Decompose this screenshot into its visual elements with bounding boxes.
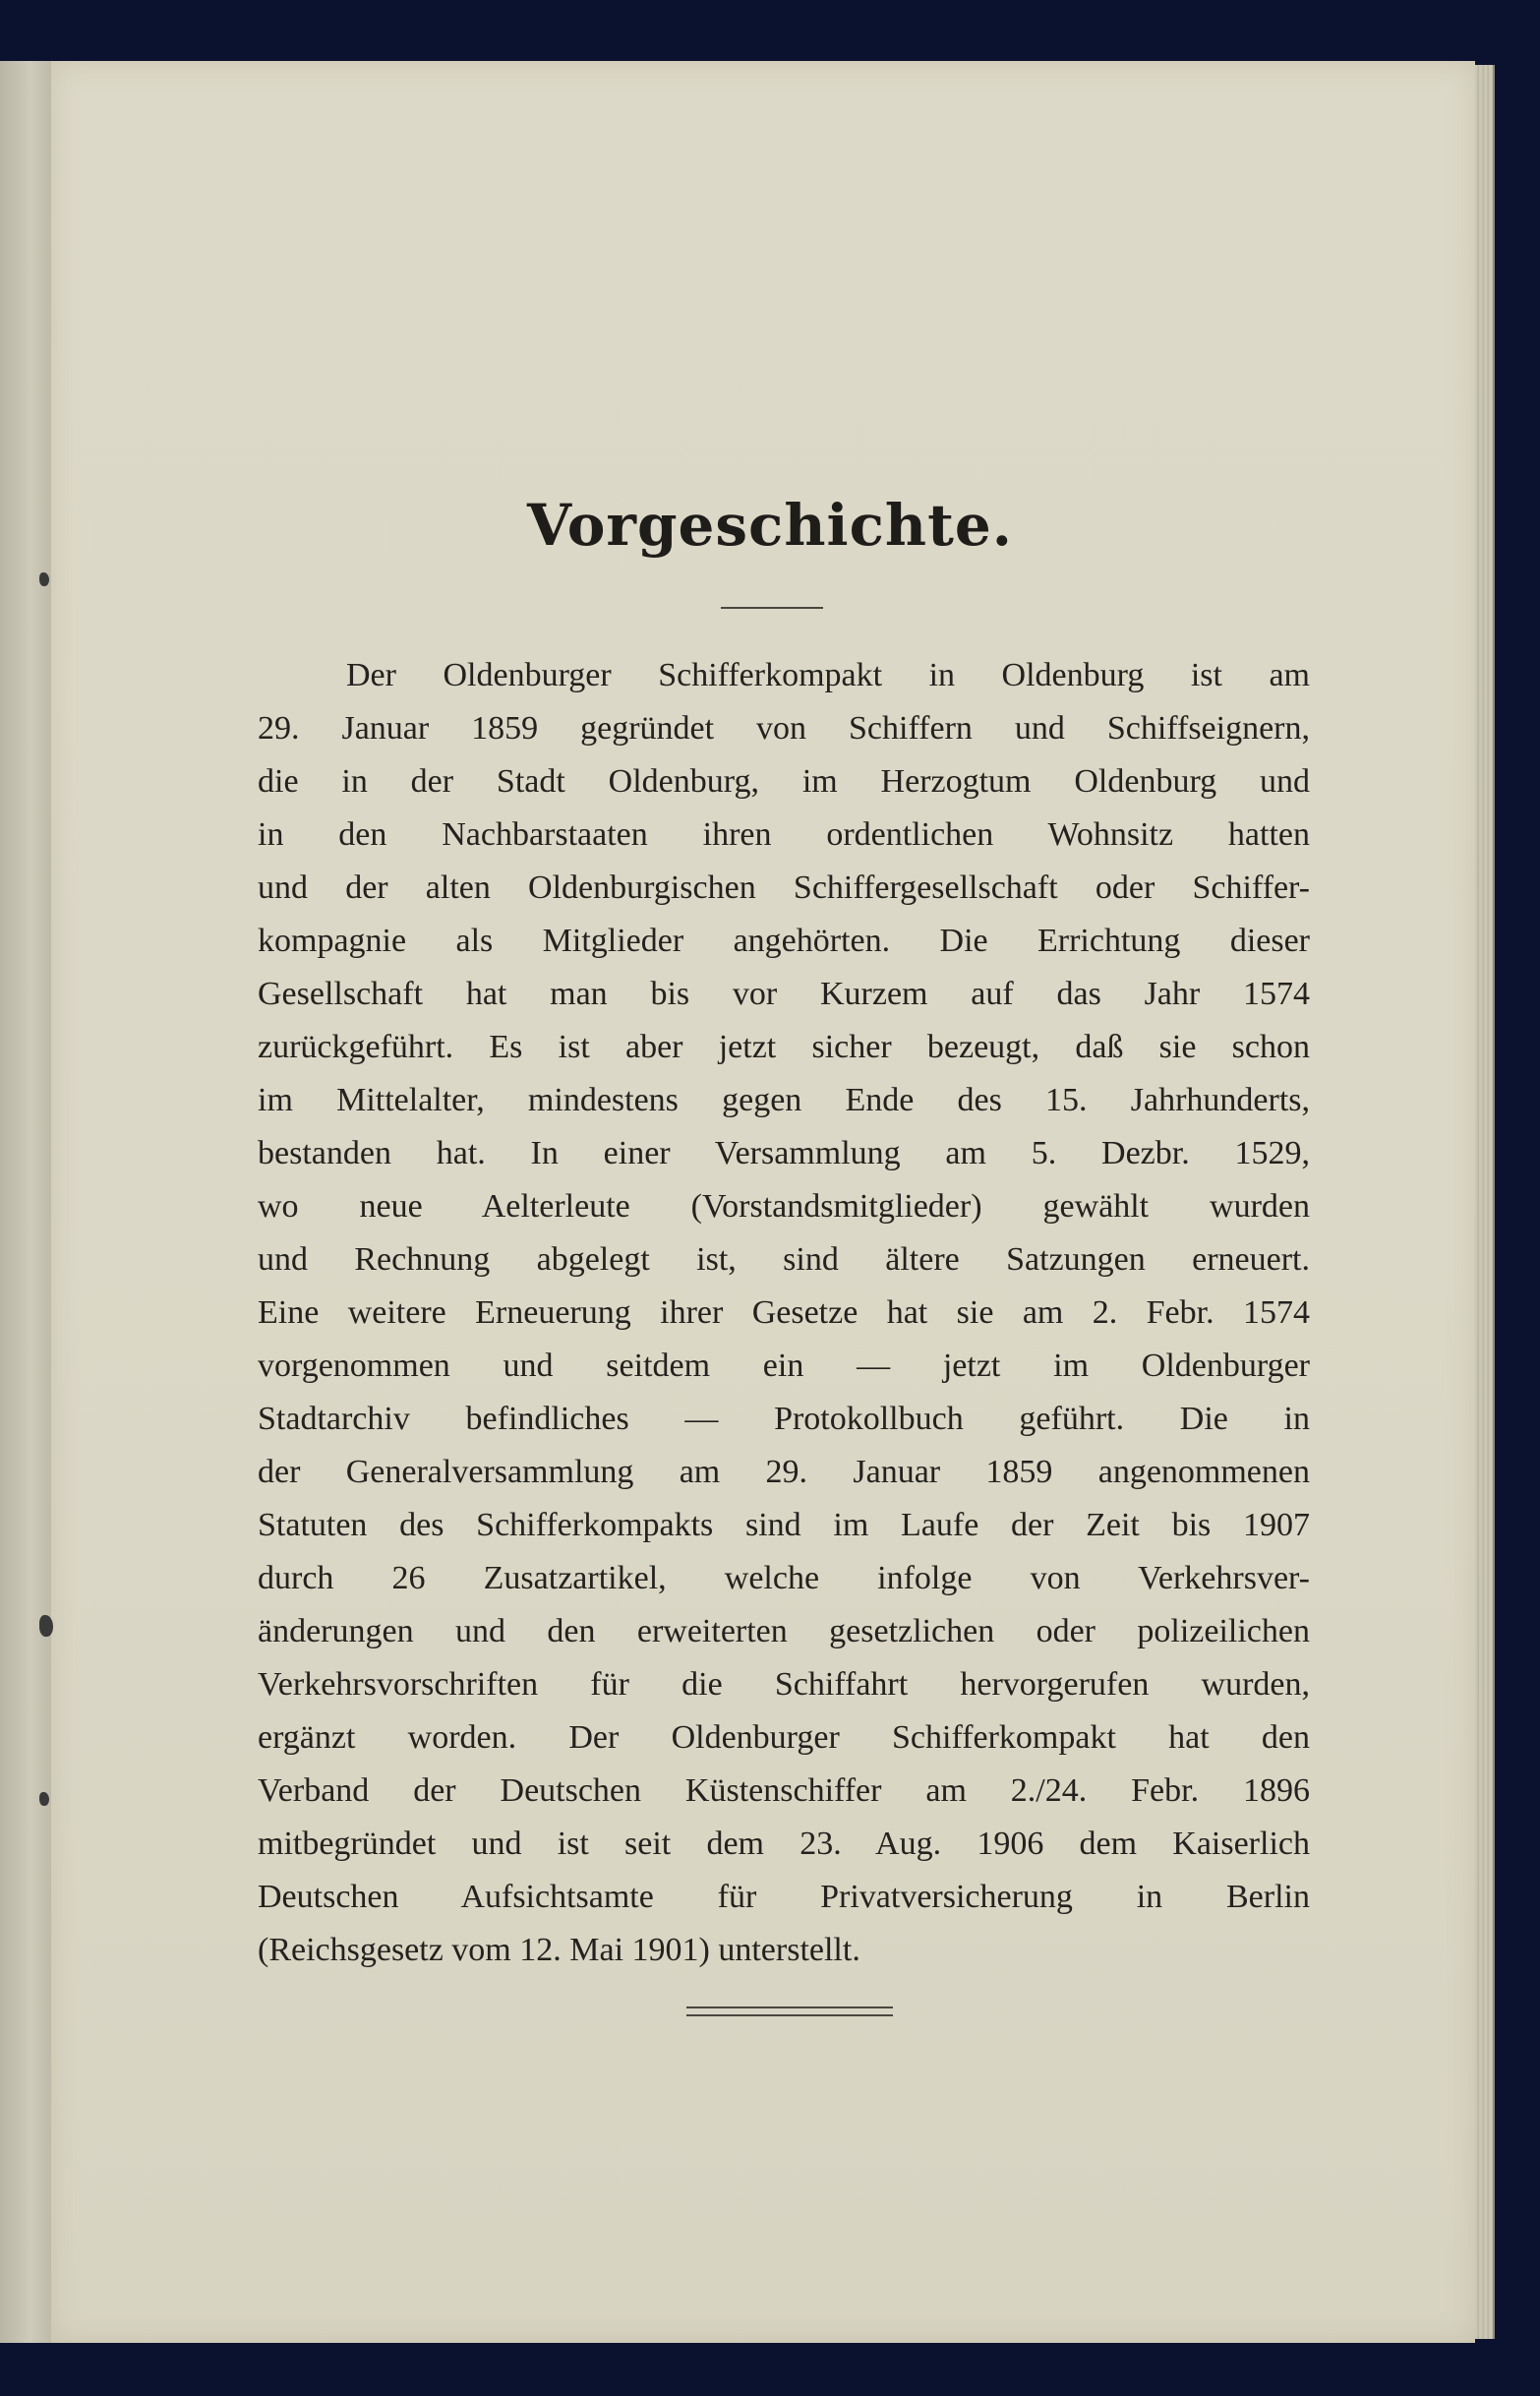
text-line: Statuten des Schifferkompakts sind im Laufe der Zeit bis 1907 (258, 1507, 1310, 1543)
page-stack-edge (1475, 65, 1495, 2339)
text-line: die in der Stadt Oldenburg, im Herzogtum Oldenburg und (258, 763, 1310, 800)
text-line: Verband der Deutschen Küstenschiffer am 2./24. Febr. 1896 (258, 1772, 1310, 1809)
body-paragraph (258, 649, 1310, 1977)
text-line: 29. Januar 1859 gegründet von Schiffern und Schiffseignern, (258, 710, 1310, 747)
text-line: Gesellschaft hat man bis vor Kurzem auf das Jahr 1574 (258, 976, 1310, 1012)
text-line: zurückgeführt. Es ist aber jetzt sicher bezeugt, daß sie schon (258, 1029, 1310, 1065)
binding-thread-mark (39, 572, 49, 586)
text-line: mitbegründet und ist seit dem 23. Aug. 1906 dem Kaiserlich (258, 1826, 1310, 1862)
text-line: und der alten Oldenburgischen Schiffergesellschaft oder Schiffer- (258, 869, 1310, 906)
text-line: (Reichsgesetz vom 12. Mai 1901) unterstellt. (258, 1932, 860, 1968)
facing-page-edge (0, 61, 53, 2343)
text-line: bestanden hat. In einer Versammlung am 5. Dezbr. 1529, (258, 1135, 1310, 1171)
end-ornament-rule (686, 2007, 893, 2016)
text-line: ergänzt worden. Der Oldenburger Schifferkompakt hat den (258, 1719, 1310, 1756)
text-line: vorgenommen und seitdem ein — jetzt im Oldenburger (258, 1348, 1310, 1384)
text-line: durch 26 Zusatzartikel, welche infolge von Verkehrsver- (258, 1560, 1310, 1596)
text-line: Eine weitere Erneuerung ihrer Gesetze hat sie am 2. Febr. 1574 (258, 1294, 1310, 1331)
text-line: Verkehrsvorschriften für die Schiffahrt hervorgerufen wurden, (258, 1666, 1310, 1703)
text-line: änderungen und den erweiterten gesetzlichen oder polizeilichen (258, 1613, 1310, 1649)
text-line: in den Nachbarstaaten ihren ordentlichen Wohnsitz hatten (258, 816, 1310, 853)
text-line: Stadtarchiv befindliches — Protokollbuch geführt. Die in (258, 1401, 1310, 1437)
binding-thread-mark (39, 1792, 49, 1806)
text-line: Deutschen Aufsichtsamte für Privatversicherung in Berlin (258, 1879, 1310, 1915)
page-title: Vorgeschichte. (527, 492, 1013, 559)
text-line: im Mittelalter, mindestens gegen Ende des 15. Jahrhunderts, (258, 1082, 1310, 1118)
binding-thread-mark (39, 1615, 53, 1637)
text-line: der Generalversammlung am 29. Januar 1859 angenommenen (258, 1454, 1310, 1490)
text-line: wo neue Aelterleute (Vorstandsmitglieder) gewählt wurden (258, 1188, 1310, 1225)
text-line: Der Oldenburger Schifferkompakt in Oldenburg ist am (346, 657, 1310, 693)
text-line: und Rechnung abgelegt ist, sind ältere Satzungen erneuert. (258, 1241, 1310, 1278)
text-line: kompagnie als Mitglieder angehörten. Die Errichtung dieser (258, 923, 1310, 959)
title-divider (721, 607, 823, 609)
